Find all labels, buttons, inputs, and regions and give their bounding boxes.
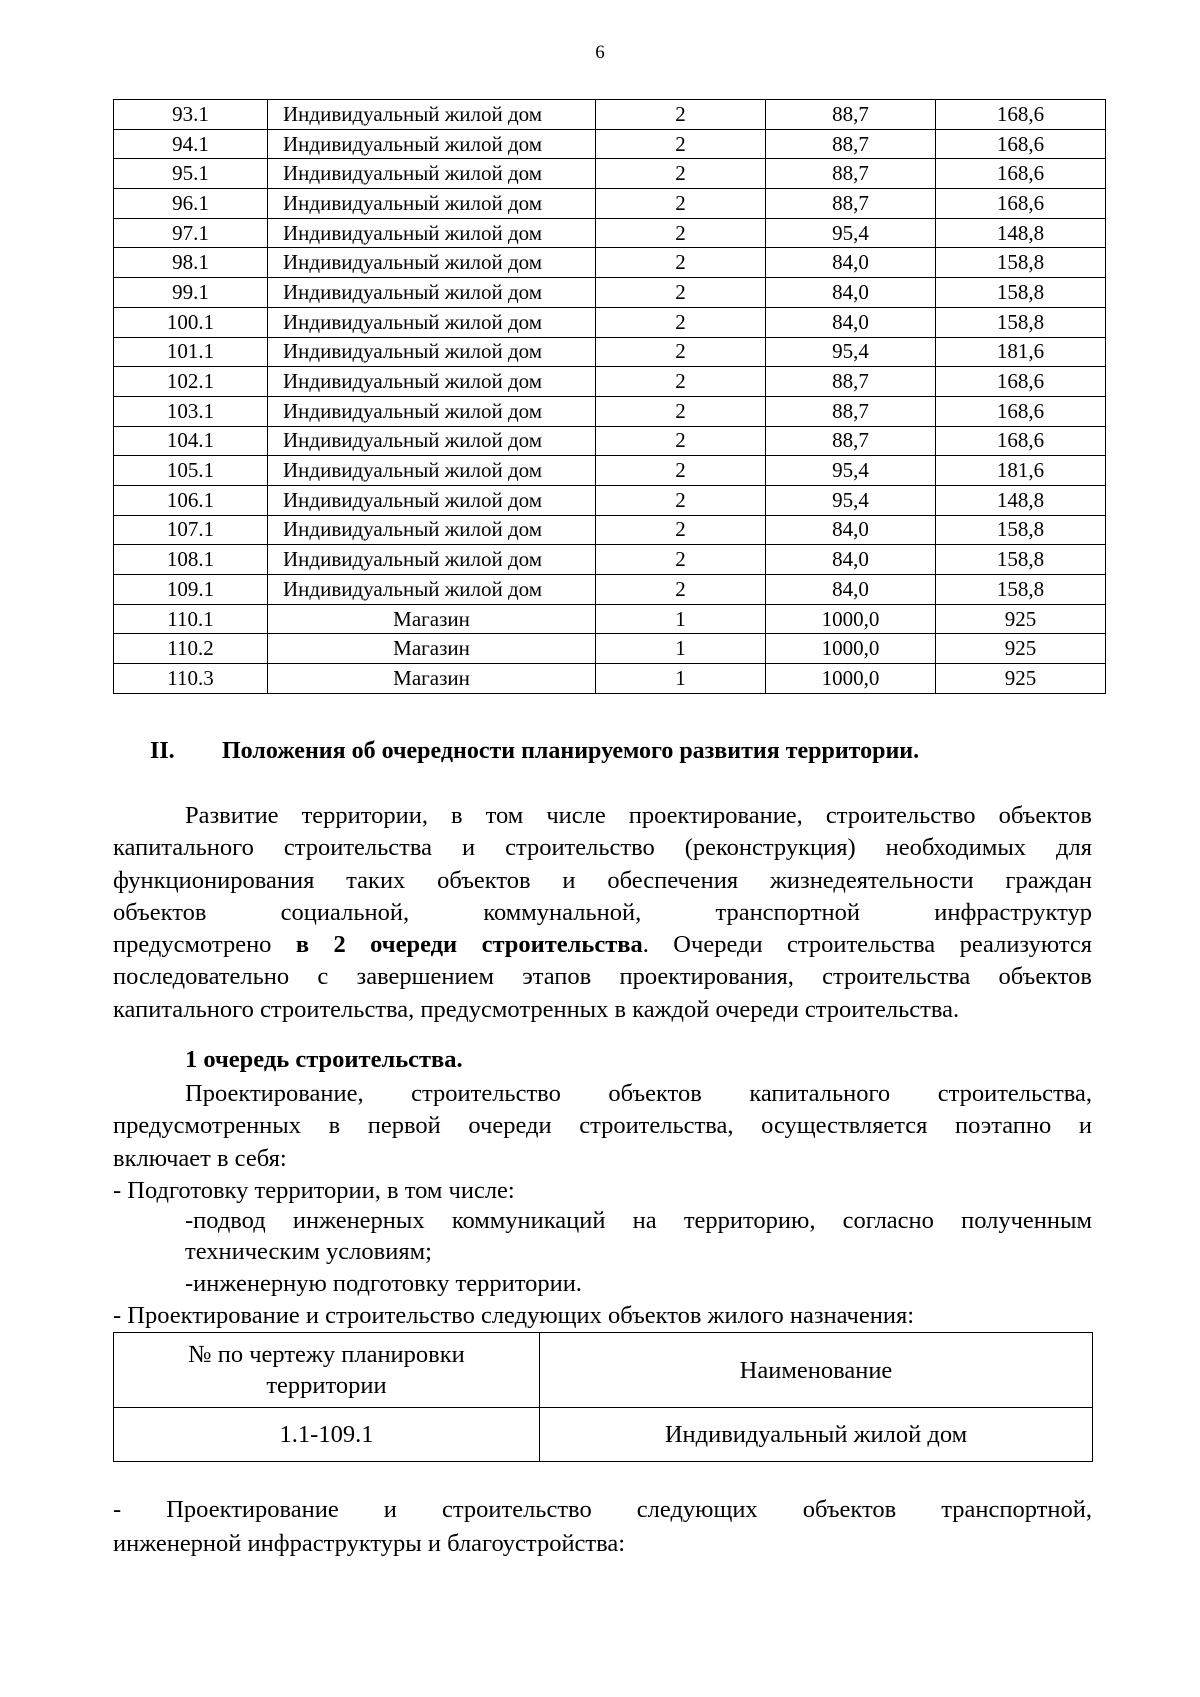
intro-line: последовательно с завершением этапов проектирования, строительства объектов xyxy=(113,963,1092,991)
table-row xyxy=(114,307,1106,337)
cell-area-total: 181,6 xyxy=(936,456,1106,486)
cell-area-building: 84,0 xyxy=(766,307,936,337)
stage1-paragraph xyxy=(113,1078,1092,1175)
prep-subitem: -инженерную подготовку территории. xyxy=(185,1270,582,1297)
cell-area-building: 84,0 xyxy=(766,575,936,605)
cell-area-building: 88,7 xyxy=(766,367,936,397)
intro-line: функционирования таких объектов и обеспечения жизнедеятельности граждан xyxy=(113,866,1092,894)
cell-number: 100.1 xyxy=(114,307,268,337)
cell-number: 110.1 xyxy=(114,604,268,634)
cell-floors: 2 xyxy=(596,426,766,456)
table-row xyxy=(114,634,1106,664)
table-row xyxy=(114,367,1106,397)
cell-name: Магазин xyxy=(268,604,596,634)
stage1-line: предусмотренных в первой очереди строительства, осуществляется поэтапно и xyxy=(113,1112,1092,1140)
cell-number: 93.1 xyxy=(114,100,268,130)
cell-floors: 2 xyxy=(596,218,766,248)
cell-area-building: 1000,0 xyxy=(766,634,936,664)
cell-number: 107.1 xyxy=(114,515,268,545)
cell-area-total: 148,8 xyxy=(936,485,1106,515)
cell-floors: 2 xyxy=(596,515,766,545)
table-row xyxy=(114,100,1106,130)
cell-area-building: 1000,0 xyxy=(766,664,936,694)
intro-line: Развитие территории, в том числе проектирование, строительство объектов xyxy=(185,802,1092,829)
cell-area-building: 95,4 xyxy=(766,337,936,367)
cell-floors: 2 xyxy=(596,337,766,367)
cell-area-total: 168,6 xyxy=(936,129,1106,159)
cell-name: Индивидуальный жилой дом xyxy=(268,485,596,515)
table-row xyxy=(114,218,1106,248)
table-row xyxy=(114,396,1106,426)
header-drawing-number: № по чертежу планировки территории xyxy=(114,1333,540,1408)
cell-number: 102.1 xyxy=(114,367,268,397)
buildings-table xyxy=(113,99,1106,694)
transport-item-cont: инженерной инфраструктуры и благоустройства: xyxy=(113,1530,626,1557)
cell-floors: 2 xyxy=(596,278,766,308)
table-row xyxy=(114,456,1106,486)
cell-area-total: 168,6 xyxy=(936,396,1106,426)
intro-paragraph xyxy=(113,800,1092,1026)
cell-area-total: 168,6 xyxy=(936,189,1106,219)
intro-text: . Очереди строительства реализуются xyxy=(642,931,1092,959)
header-name: Наименование xyxy=(540,1333,1093,1408)
intro-line: объектов социальной, коммунальной, транспортной инфраструктур xyxy=(113,898,1092,926)
cell-number: 110.2 xyxy=(114,634,268,664)
cell-name: Индивидуальный жилой дом xyxy=(268,189,596,219)
cell-number: 94.1 xyxy=(114,129,268,159)
page-number: 6 xyxy=(595,42,605,63)
cell-floors: 2 xyxy=(596,248,766,278)
table-row xyxy=(114,515,1106,545)
table-row xyxy=(114,604,1106,634)
residential-item: - Проектирование и строительство следующих объектов жилого назначения: xyxy=(113,1302,915,1329)
cell-name: Магазин xyxy=(268,634,596,664)
table-row xyxy=(114,426,1106,456)
cell-area-building: 84,0 xyxy=(766,515,936,545)
cell-area-building: 88,7 xyxy=(766,100,936,130)
prep-subitem: -подвод инженерных коммуникаций на территорию, согласно полученным xyxy=(185,1207,1092,1234)
cell-area-total: 168,6 xyxy=(936,100,1106,130)
cell-area-building: 1000,0 xyxy=(766,604,936,634)
table-row xyxy=(114,159,1106,189)
section-heading xyxy=(150,738,1090,765)
cell-floors: 2 xyxy=(596,307,766,337)
cell-name: Индивидуальный жилой дом xyxy=(268,396,596,426)
cell-number: 95.1 xyxy=(114,159,268,189)
cell-floors: 2 xyxy=(596,159,766,189)
cell-number: 104.1 xyxy=(114,426,268,456)
prep-item: - Подготовку территории, в том числе: xyxy=(113,1177,515,1204)
table-row xyxy=(114,189,1106,219)
intro-text: предусмотрено xyxy=(113,931,296,959)
table-row xyxy=(114,545,1106,575)
cell-number: 96.1 xyxy=(114,189,268,219)
cell-name: Индивидуальный жилой дом xyxy=(268,426,596,456)
cell-area-building: 95,4 xyxy=(766,456,936,486)
table-row xyxy=(114,664,1106,694)
cell-name: Индивидуальный жилой дом xyxy=(268,545,596,575)
cell-floors: 2 xyxy=(596,545,766,575)
stage1-heading: 1 очередь строительства. xyxy=(185,1046,463,1073)
cell-area-total: 158,8 xyxy=(936,575,1106,605)
cell-number: 108.1 xyxy=(114,545,268,575)
cell-floors: 2 xyxy=(596,367,766,397)
cell-number: 101.1 xyxy=(114,337,268,367)
cell-area-building: 88,7 xyxy=(766,189,936,219)
cell-name: Индивидуальный жилой дом xyxy=(268,218,596,248)
cell-area-building: 84,0 xyxy=(766,545,936,575)
cell-area-total: 158,8 xyxy=(936,248,1106,278)
table-row xyxy=(114,129,1106,159)
cell-number: 99.1 xyxy=(114,278,268,308)
cell-number: 106.1 xyxy=(114,485,268,515)
cell-area-building: 88,7 xyxy=(766,396,936,426)
cell-area-total: 148,8 xyxy=(936,218,1106,248)
cell-name: Индивидуальный жилой дом xyxy=(268,100,596,130)
cell-name: Индивидуальный жилой дом xyxy=(268,248,596,278)
cell-floors: 1 xyxy=(596,604,766,634)
cell-area-building: 88,7 xyxy=(766,159,936,189)
cell-floors: 2 xyxy=(596,396,766,426)
cell-area-total: 168,6 xyxy=(936,159,1106,189)
residential-objects-table xyxy=(113,1332,1093,1462)
section-number: II. xyxy=(150,738,175,764)
intro-line: капитального строительства, предусмотренных в каждой очереди строительства. xyxy=(113,995,960,1023)
cell-number: 110.3 xyxy=(114,664,268,694)
table-row xyxy=(114,248,1106,278)
cell-name: Индивидуальный жилой дом xyxy=(268,159,596,189)
prep-subitem: техническим условиям; xyxy=(185,1238,432,1265)
table-row xyxy=(114,575,1106,605)
cell-area-total: 181,6 xyxy=(936,337,1106,367)
cell-floors: 2 xyxy=(596,456,766,486)
cell-area-total: 168,6 xyxy=(936,367,1106,397)
cell-area-total: 158,8 xyxy=(936,515,1106,545)
cell-area-building: 88,7 xyxy=(766,129,936,159)
cell-area-building: 84,0 xyxy=(766,248,936,278)
cell-area-total: 158,8 xyxy=(936,545,1106,575)
intro-line xyxy=(113,929,1092,961)
section-title: Положения об очередности планируемого развития территории. xyxy=(222,738,920,764)
cell-area-building: 84,0 xyxy=(766,278,936,308)
cell-name: Индивидуальный жилой дом xyxy=(268,129,596,159)
cell-area-total: 158,8 xyxy=(936,278,1106,308)
cell-area-total: 925 xyxy=(936,664,1106,694)
cell-number: 97.1 xyxy=(114,218,268,248)
stage1-line: включает в себя: xyxy=(113,1144,287,1172)
cell-number: 103.1 xyxy=(114,396,268,426)
cell-area-total: 158,8 xyxy=(936,307,1106,337)
cell-floors: 2 xyxy=(596,575,766,605)
cell-area-total: 925 xyxy=(936,634,1106,664)
cell-area-total: 925 xyxy=(936,604,1106,634)
cell-area-building: 88,7 xyxy=(766,426,936,456)
cell-name: Индивидуальный жилой дом xyxy=(268,307,596,337)
cell-drawing-number: 1.1-109.1 xyxy=(114,1408,540,1462)
cell-name: Индивидуальный жилой дом xyxy=(268,515,596,545)
cell-number: 109.1 xyxy=(114,575,268,605)
stages-count: в 2 очереди строительства xyxy=(295,931,643,959)
cell-floors: 2 xyxy=(596,485,766,515)
cell-number: 98.1 xyxy=(114,248,268,278)
cell-name: Индивидуальный жилой дом xyxy=(268,456,596,486)
table-row xyxy=(114,485,1106,515)
intro-line: капитального строительства и строительство (реконструкция) необходимых для xyxy=(113,834,1092,862)
table-row xyxy=(114,278,1106,308)
cell-name: Индивидуальный жилой дом xyxy=(268,278,596,308)
cell-name: Индивидуальный жилой дом xyxy=(268,367,596,397)
table-row xyxy=(114,337,1106,367)
cell-floors: 1 xyxy=(596,664,766,694)
cell-floors: 1 xyxy=(596,634,766,664)
cell-name: Индивидуальный жилой дом xyxy=(268,337,596,367)
cell-floors: 2 xyxy=(596,129,766,159)
cell-area-building: 95,4 xyxy=(766,485,936,515)
cell-area-total: 168,6 xyxy=(936,426,1106,456)
cell-name: Индивидуальный жилой дом xyxy=(540,1408,1093,1462)
cell-floors: 2 xyxy=(596,100,766,130)
cell-floors: 2 xyxy=(596,189,766,219)
cell-name: Индивидуальный жилой дом xyxy=(268,575,596,605)
stage1-line: Проектирование, строительство объектов капитального строительства, xyxy=(185,1080,1092,1107)
transport-item: - Проектирование и строительство следующих объектов транспортной, xyxy=(113,1496,1092,1523)
cell-number: 105.1 xyxy=(114,456,268,486)
cell-area-building: 95,4 xyxy=(766,218,936,248)
cell-name: Магазин xyxy=(268,664,596,694)
